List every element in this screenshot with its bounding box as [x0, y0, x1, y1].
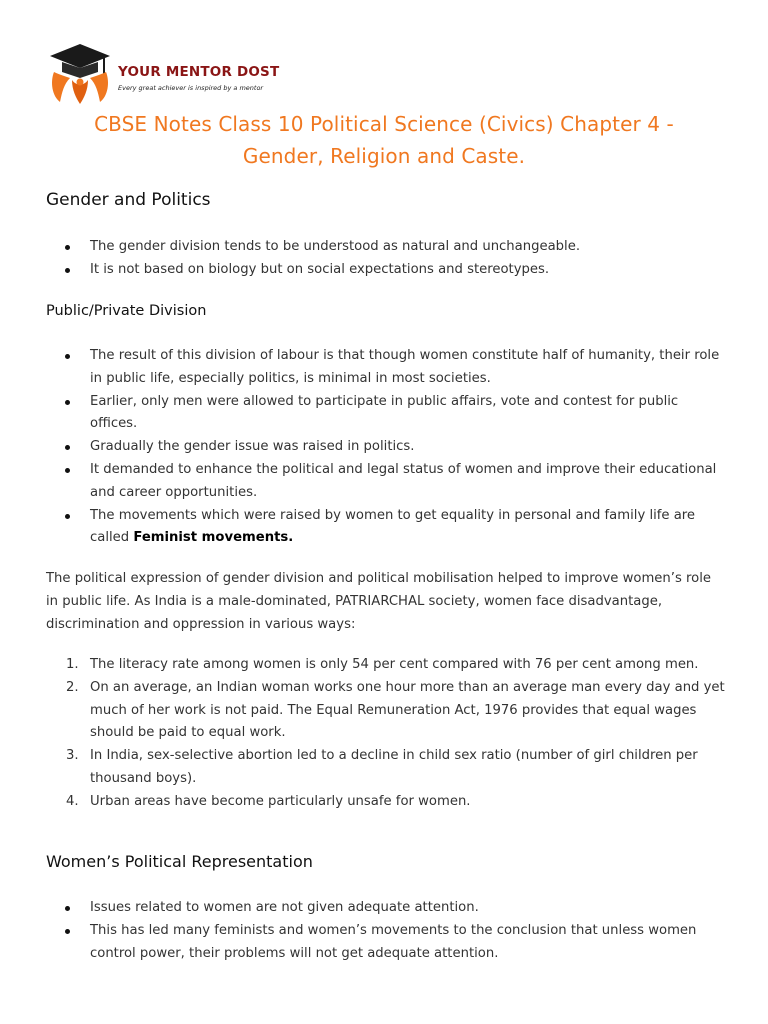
numbered-list — [46, 654, 726, 814]
numbered-item — [46, 791, 726, 814]
list-item: It is not based on biology but on social expectations and stereotypes. — [46, 259, 726, 282]
item-text: Urban areas have become particularly unsafe for women. — [90, 793, 471, 809]
list-item: Earlier, only men were allowed to participate in public affairs, vote and contest for public offices. — [46, 391, 726, 437]
item-number: 1. — [66, 657, 79, 672]
numbered-item — [46, 745, 726, 791]
item-text: On an average, an Indian woman works one hour more than an average man every day and yet much of her work is not paid. The Equal Remuneration Act, 1976 provides that equal wages should be paid to equal work. — [90, 679, 725, 741]
list-item: Issues related to women are not given adequate attention. — [46, 897, 726, 920]
representation-list — [46, 897, 726, 965]
page-title-line-1: CBSE Notes Class 10 Political Science (Civics) Chapter 4 - — [94, 112, 674, 136]
item-number: 3. — [66, 748, 79, 764]
logo-title: YOUR MENTOR DOST — [118, 64, 280, 80]
list-item: The gender division tends to be understood as natural and unchangeable. — [46, 236, 726, 259]
list-item: The result of this division of labour is that though women constitute half of humanity, their role in public life, especially politics, is minimal in most societies. — [46, 345, 726, 391]
numbered-item — [46, 654, 726, 677]
gender-politics-list — [46, 236, 726, 282]
logo-tagline: Every great achiever is inspired by a mentor — [118, 84, 264, 92]
heading-representation: Women’s Political Representation — [46, 852, 313, 871]
public-private-list — [46, 345, 726, 550]
list-item: Gradually the gender issue was raised in politics. — [46, 436, 726, 459]
item-text: In India, sex-selective abortion led to a decline in child sex ratio (number of girl children per thousand boys). — [90, 748, 698, 786]
list-item: This has led many feminists and women’s movements to the conclusion that unless women control power, their problems will not get adequate attention. — [46, 920, 726, 966]
numbered-item — [46, 677, 726, 745]
intro-paragraph: The political expression of gender division and political mobilisation helped to improve women’s role in public life. As India is a male-dominated, PATRIARCHAL society, women face disadvantage, discrimination and oppression in various ways: — [46, 571, 712, 632]
item-number: 4. — [66, 793, 79, 809]
logo — [46, 42, 286, 108]
heading-public-private: Public/Private Division — [46, 303, 207, 319]
item-number: 2. — [66, 679, 79, 695]
page-title-line-2: Gender, Religion and Caste. — [242, 144, 526, 168]
list-item-text: The movements which were raised by women to get equality in personal and family life are called — [90, 507, 696, 546]
feminist-movements-emphasis: Feminist movements. — [133, 530, 294, 546]
item-text: The literacy rate among women is only 54 per cent compared with 76 per cent among men. — [90, 657, 699, 672]
list-item — [46, 505, 726, 551]
heading-gender-politics: Gender and Politics — [46, 190, 211, 210]
graduation-cap-logo-icon — [46, 42, 114, 106]
list-item: It demanded to enhance the political and legal status of women and improve their educational and career opportunities. — [46, 459, 726, 505]
page-title — [40, 108, 728, 172]
